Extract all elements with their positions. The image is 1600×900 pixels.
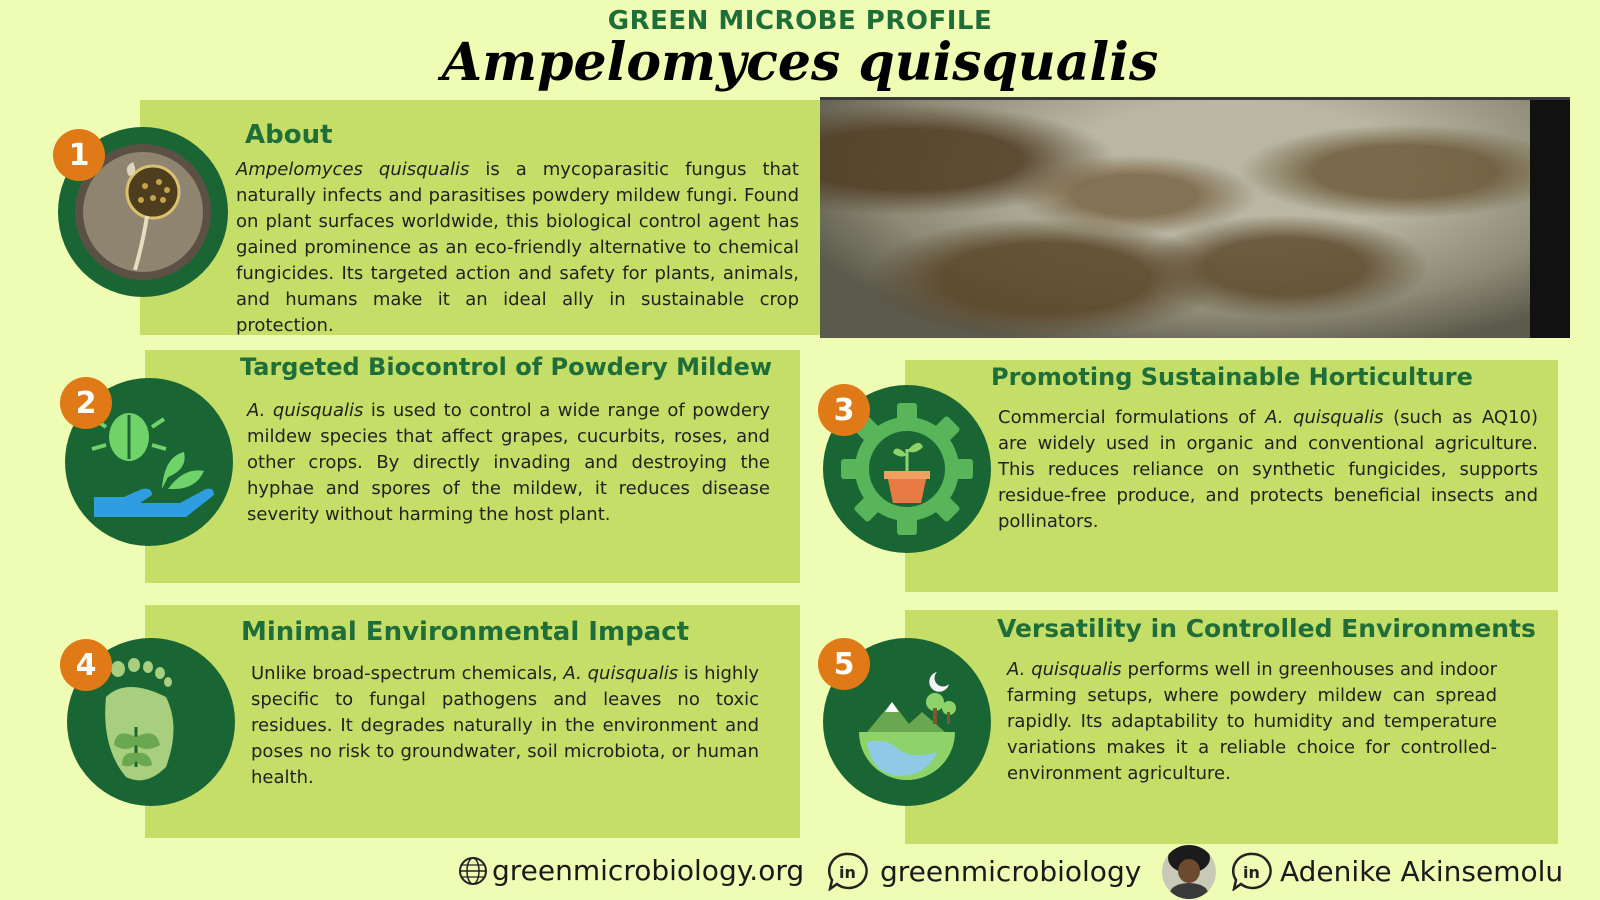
section-4-heading: Minimal Environmental Impact (241, 617, 690, 647)
section-5-italic-name: A. quisqualis (1007, 659, 1122, 680)
footer-linkedin-org[interactable] (826, 851, 1141, 891)
section-3-body-pre: Commercial formulations of (998, 407, 1266, 428)
footer-linkedin-org-text: greenmicrobiology (880, 854, 1142, 888)
about-body: is a mycoparasitic fungus that naturally infects and parasitises powdery mildew fungi. Found on plant surfaces worldwide, this biological control agent has gained prominence as an eco-friendly alternative to chemical fungicides. Its targeted action and safety for plants, animals, and humans make it an ideal ally in sustainable crop protection. (236, 159, 799, 336)
page-title: Ampelomyces quisqualis (441, 32, 1159, 93)
section-4-number: 4 (60, 639, 112, 691)
about-italic-name: Ampelomyces quisqualis (236, 159, 470, 180)
author-avatar (1162, 845, 1216, 899)
section-3-body: (such as AQ10) are widely used in organic and conventional agriculture. This reduces reliance on synthetic fungicides, supports residue-free produce, and protects beneficial insects and pollinators. (998, 407, 1538, 532)
section-2-number: 2 (60, 377, 112, 429)
linkedin-icon (1230, 851, 1276, 891)
micrograph-photo (820, 97, 1570, 338)
svg-text:in: in (1243, 863, 1260, 882)
section-4-body: is highly specific to fungal pathogens and leaves no toxic residues. It degrades naturally in the environment and poses no risk to groundwater, soil microbiota, or human health. (251, 663, 759, 788)
section-2-heading: Targeted Biocontrol of Powdery Mildew (240, 353, 773, 381)
profile-kicker: GREEN MICROBE PROFILE (607, 6, 993, 36)
footer-author-text: Adenike Akinsemolu (1280, 854, 1564, 888)
section-3-heading: Promoting Sustainable Horticulture (991, 363, 1473, 391)
section-5-text (1007, 657, 1497, 787)
svg-text:in: in (839, 863, 856, 882)
section-4-italic-name: A. quisqualis (563, 663, 679, 684)
section-4-body-pre: Unlike broad-spectrum chemicals, (251, 663, 564, 684)
footer-author[interactable] (1230, 851, 1563, 891)
section-3-text (998, 405, 1538, 535)
about-text (236, 157, 799, 339)
section-2-body: is used to control a wide range of powdery mildew species that affect grapes, cucurbits, roses, and other crops. By directly invading and destroying the hyphae and spores of the mildew, it reduces disease severity without harming the host plant. (247, 400, 770, 525)
section-5-number: 5 (818, 638, 870, 690)
section-3-italic-name: A. quisqualis (1265, 407, 1384, 428)
section-5-heading: Versatility in Controlled Environments (997, 614, 1536, 643)
about-heading: About (245, 120, 333, 150)
section-4-text (251, 661, 759, 791)
linkedin-icon (826, 851, 872, 891)
globe-icon (458, 856, 488, 886)
section-3-number: 3 (818, 384, 870, 436)
footer-website-text: greenmicrobiology.org (492, 854, 805, 887)
section-2-text (247, 398, 770, 528)
section-2-italic-name: A. quisqualis (247, 400, 364, 421)
section-1-number: 1 (53, 129, 105, 181)
footer-website[interactable] (458, 854, 804, 887)
section-5-body: performs well in greenhouses and indoor farming setups, where powdery mildew can spread rapidly. Its adaptability to humidity and temperature variations makes it a reliable choice for controlled-environment agriculture. (1007, 659, 1497, 784)
